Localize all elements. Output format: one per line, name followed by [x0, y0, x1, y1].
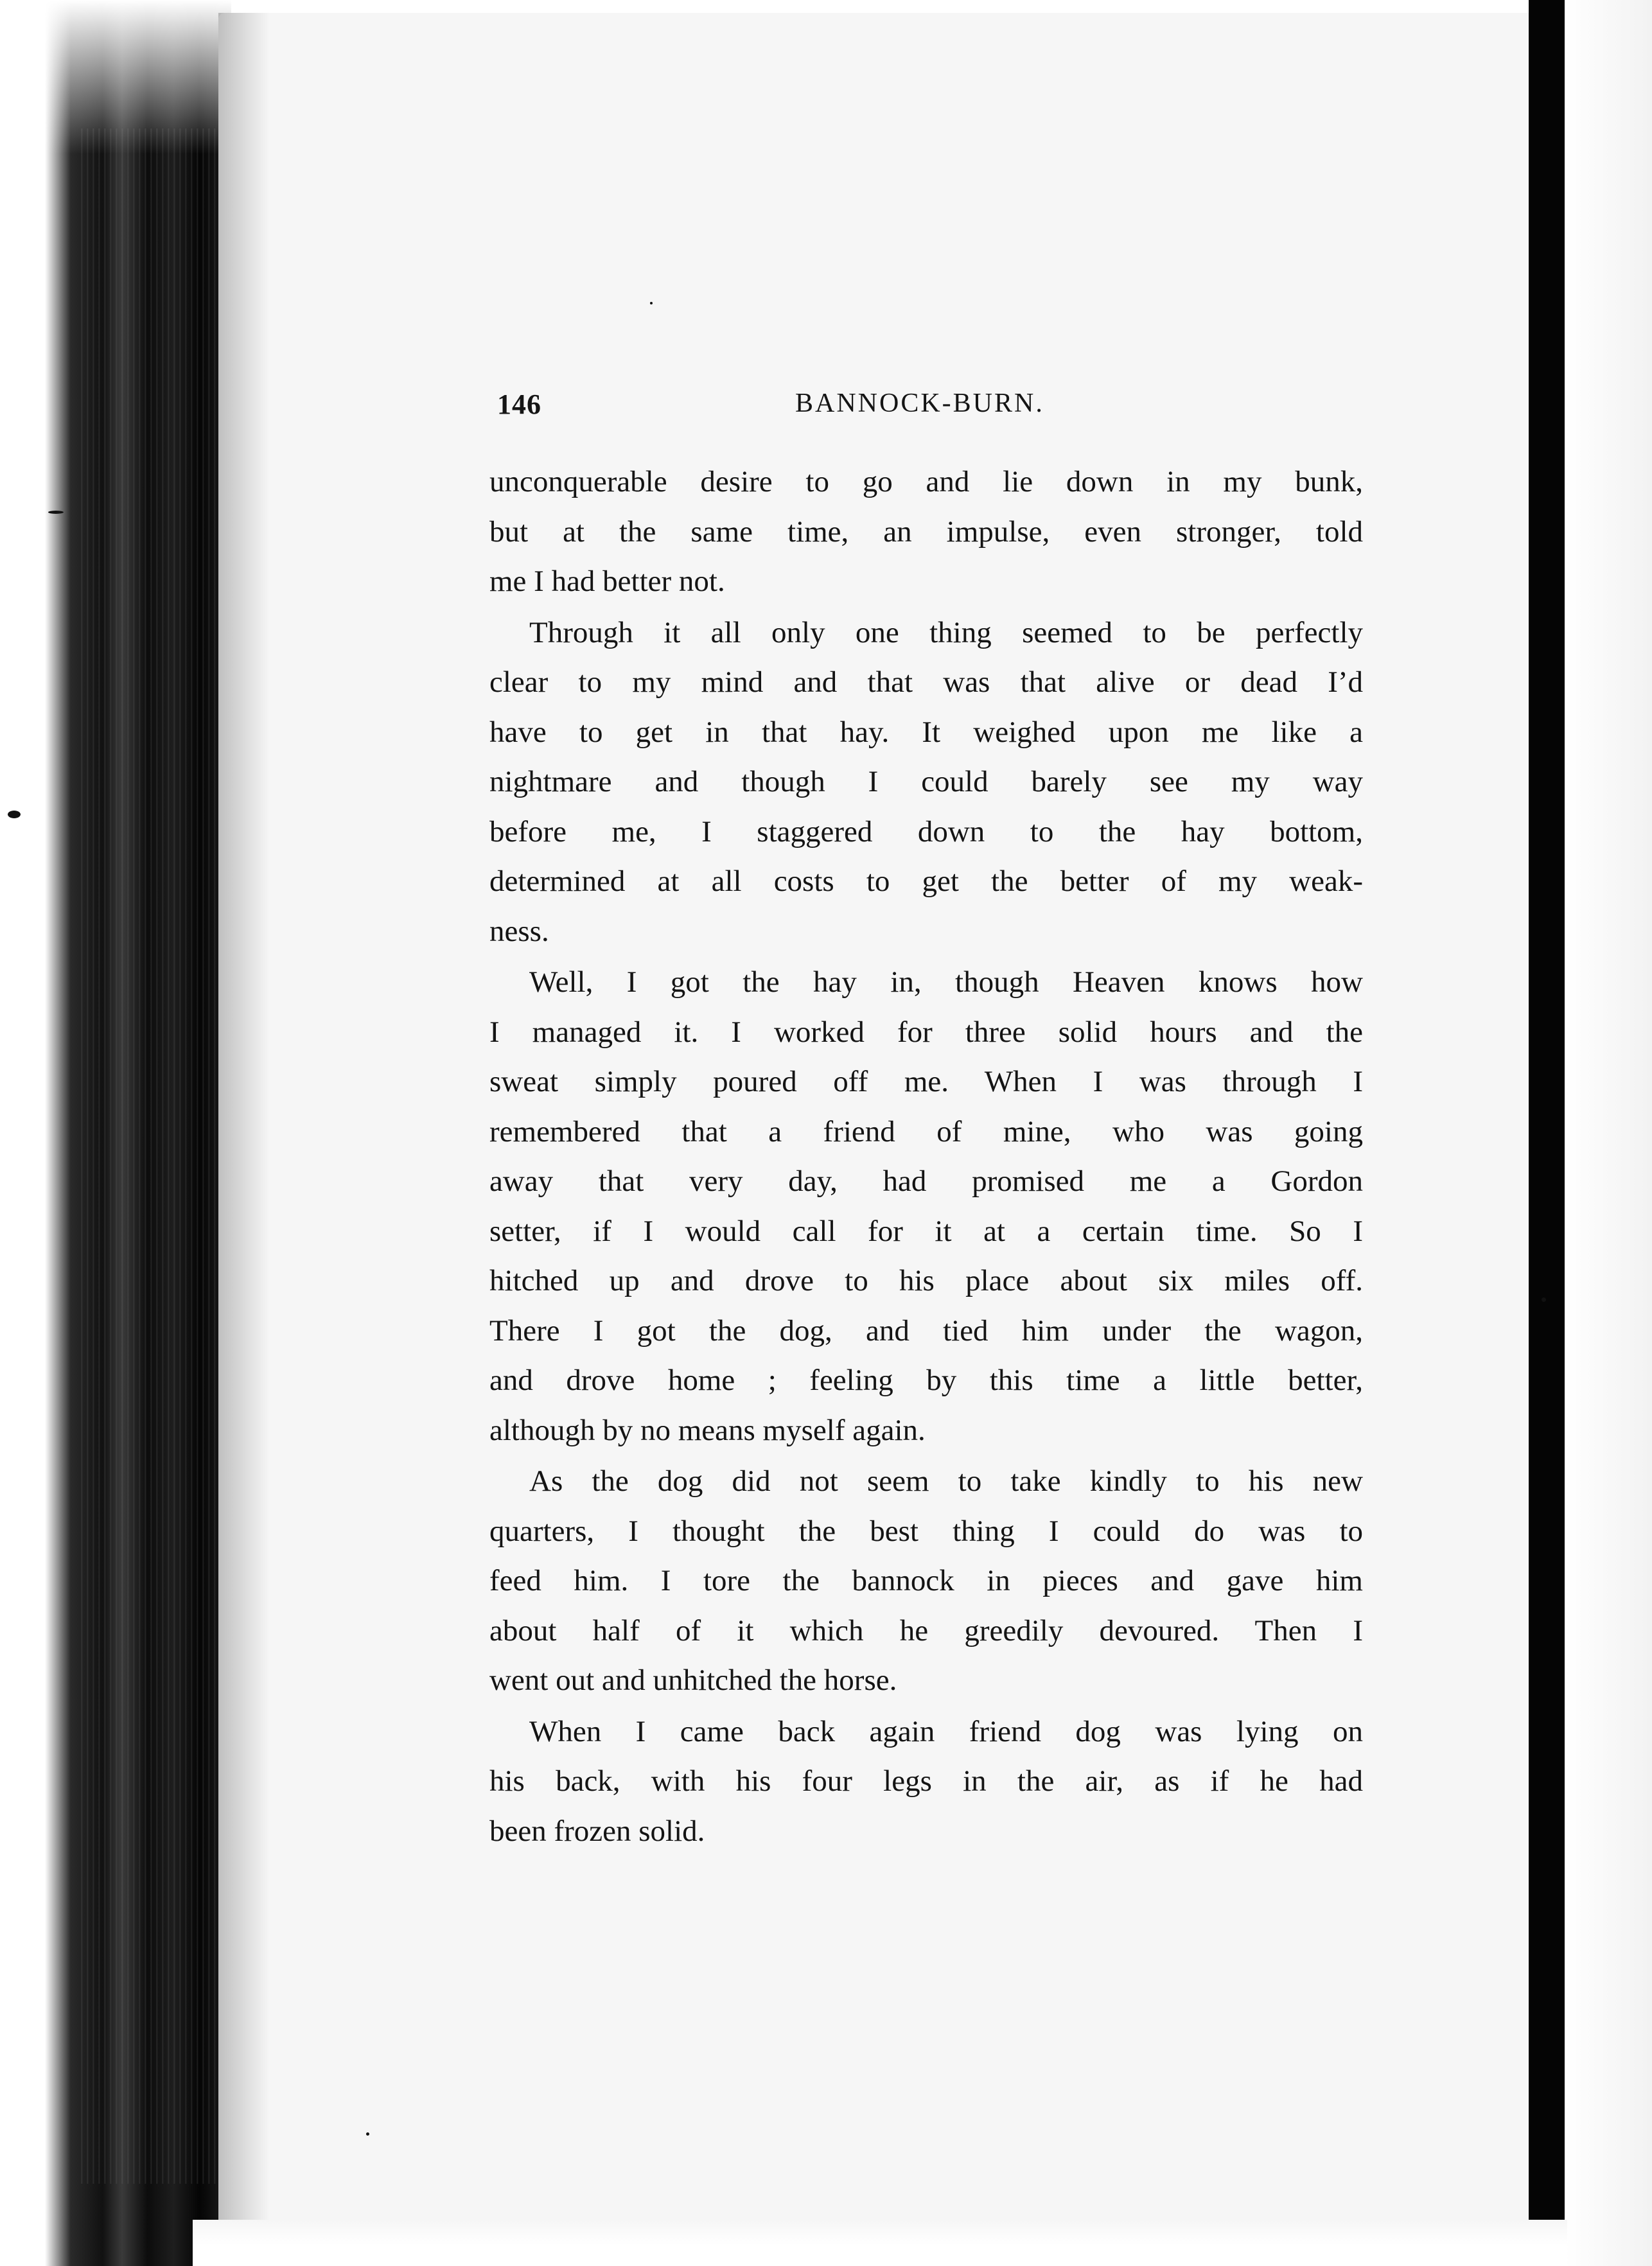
page-number: 146: [497, 389, 541, 420]
speck-mark: [8, 811, 21, 818]
page-stack-lines: [77, 128, 218, 2184]
text-line: although by no means myself again.: [489, 1413, 926, 1447]
text-line: sweat simply poured off me. When I was through I: [489, 1065, 1363, 1098]
text-line: feed him. I tore the bannock in pieces and gave him: [489, 1564, 1363, 1597]
text-line: quarters, I thought the best thing I could do was to: [489, 1514, 1363, 1548]
text-line: clear to my mind and that was that alive or dead I’d: [489, 665, 1363, 699]
speck-mark: [650, 302, 653, 304]
text-line: went out and unhitched the horse.: [489, 1664, 897, 1697]
text-line: unconquerable desire to go and lie down in my bunk,: [489, 465, 1363, 498]
running-head: BANNOCK-BURN.: [795, 389, 1044, 418]
paragraph: [489, 1457, 1363, 1706]
text-line: Through it all only one thing seemed to be perfectly: [529, 615, 1363, 649]
text-line: nightmare and though I could barely see my way: [489, 765, 1363, 798]
scan-margin-right: [1565, 0, 1652, 2266]
text-line: but at the same time, an impulse, even stronger, told: [489, 514, 1363, 549]
paragraph: [489, 958, 1363, 1455]
text-line: setter, if I would call for it at a certain time. So I: [489, 1214, 1363, 1248]
text-line: his back, with his four legs in the air, as if he had: [489, 1764, 1363, 1798]
text-line: I managed it. I worked for three solid hours and the: [489, 1015, 1363, 1049]
text-line: As the dog did not seem to take kindly to his new: [529, 1464, 1363, 1498]
text-line: determined at all costs to get the better of my weak-: [489, 865, 1363, 898]
facing-page-edge: [1529, 0, 1565, 2266]
text-line: When I came back again friend dog was lying on: [529, 1714, 1363, 1748]
text-line: ness.: [489, 914, 549, 948]
text-line: and drove home ; feeling by this time a little better,: [489, 1364, 1363, 1397]
text-line: me I had better not.: [489, 565, 725, 598]
text-line: before me, I staggered down to the hay bottom,: [489, 814, 1363, 848]
page-bottom-edge: [193, 2220, 1567, 2266]
speck-mark: [366, 2132, 369, 2136]
page-header: [497, 388, 1358, 433]
speck-mark: [1542, 1297, 1546, 1302]
text-line: have to get in that hay. It weighed upon me like a: [489, 715, 1363, 749]
paragraph: [489, 457, 1363, 607]
text-line: There I got the dog, and tied him under the wagon,: [489, 1313, 1363, 1348]
paragraph: [489, 1707, 1363, 1857]
text-line: remembered that a friend of mine, who was going: [489, 1114, 1363, 1148]
book-edge-fade: [0, 0, 244, 154]
text-line: hitched up and drove to his place about six miles off.: [489, 1264, 1363, 1297]
paragraph: [489, 608, 1363, 957]
speck-mark: [48, 511, 64, 514]
text-line: away that very day, had promised me a Gordon: [489, 1164, 1363, 1198]
text-line: about half of it which he greedily devoured. Then I: [489, 1613, 1363, 1647]
body-text: [489, 457, 1363, 1858]
text-line: been frozen solid.: [489, 1814, 705, 1848]
gutter-shadow: [218, 13, 270, 2248]
text-line: Well, I got the hay in, though Heaven knows how: [529, 965, 1363, 999]
